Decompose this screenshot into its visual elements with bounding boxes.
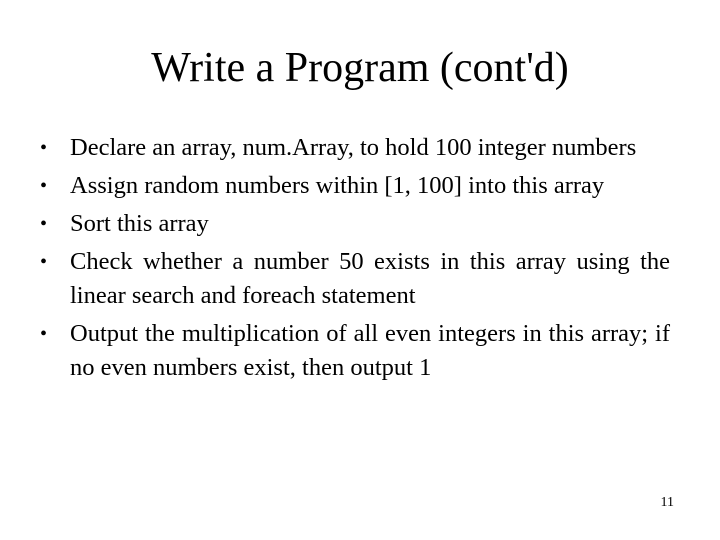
bullet-icon: • bbox=[40, 323, 48, 345]
bullet-icon: • bbox=[40, 213, 48, 235]
bullet-item bbox=[40, 317, 670, 385]
bullet-icon: • bbox=[40, 137, 48, 159]
bullet-list bbox=[40, 131, 670, 389]
bullet-text: Check whether a number 50 exists in this array using the linear search and foreach statement bbox=[70, 248, 670, 309]
bullet-item bbox=[40, 131, 670, 165]
bullet-text: Sort this array bbox=[70, 210, 209, 237]
bullet-item bbox=[40, 207, 670, 241]
bullet-text: Assign random numbers within [1, 100] into this array bbox=[70, 172, 605, 199]
bullet-icon: • bbox=[40, 175, 48, 197]
page-number: 11 bbox=[660, 495, 674, 510]
bullet-text: Output the multiplication of all even integers in this array; if no even numbers exist, then output 1 bbox=[70, 320, 670, 381]
bullet-item bbox=[40, 245, 670, 313]
bullet-icon: • bbox=[40, 251, 48, 273]
slide-title: Write a Program (cont'd) bbox=[151, 45, 569, 91]
bullet-text: Declare an array, num.Array, to hold 100 integer numbers bbox=[70, 134, 637, 161]
bullet-item bbox=[40, 169, 670, 203]
